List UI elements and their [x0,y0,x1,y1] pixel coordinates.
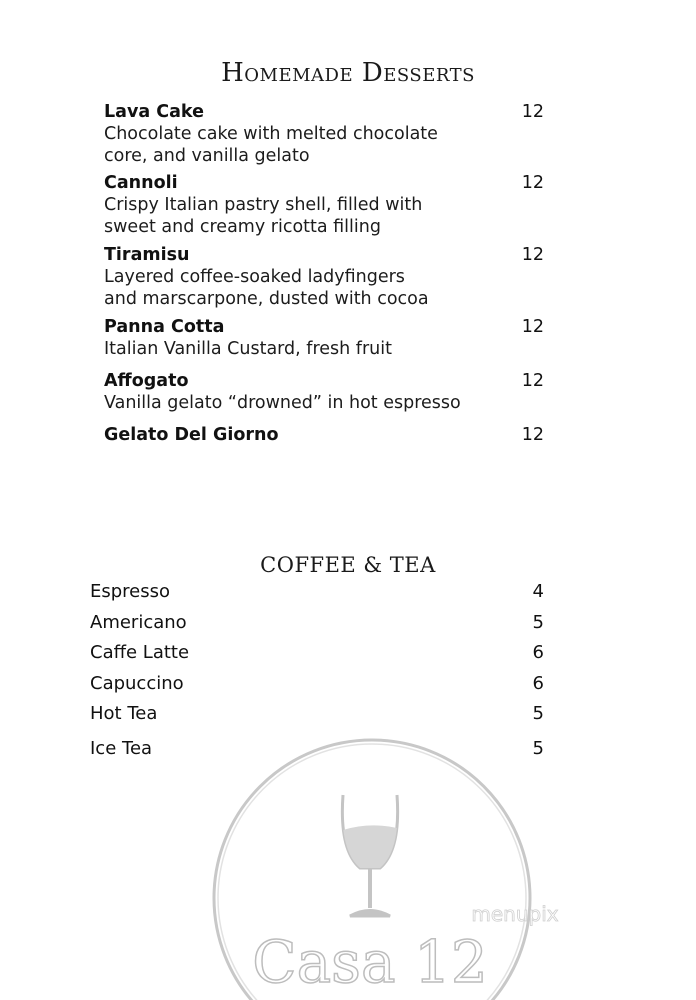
logo-ring [214,740,530,1000]
item-description: Layered coffee-soaked ladyfingers [104,267,405,287]
item-description: Italian Vanilla Custard, fresh fruit [104,339,392,359]
menu-item [90,670,545,701]
menu-item [104,101,546,172]
item-name: Americano [90,611,187,633]
item-description: Vanilla gelato “drowned” in hot espresso [104,393,461,413]
menu-item [90,639,545,670]
menu-item [104,172,546,244]
menu-item [90,578,545,609]
item-name: Gelato Del Giorno [104,425,279,445]
item-price: 12 [521,173,544,193]
item-price: 12 [521,102,544,122]
item-name: Capuccino [90,672,184,694]
menu-item [104,370,546,424]
item-name: Cannoli [104,173,178,193]
item-description: and marscarpone, dusted with cocoa [104,289,429,309]
item-name: Lava Cake [104,102,204,122]
item-price: 12 [521,371,544,391]
item-description: sweet and creamy ricotta filling [104,217,381,237]
item-name: Espresso [90,581,171,602]
item-price: 6 [532,642,544,663]
item-price: 5 [532,737,544,759]
item-price: 6 [532,672,544,694]
item-price: 12 [521,245,544,265]
item-price: 12 [521,317,544,337]
item-price: 4 [532,581,544,602]
wine-glass-icon [340,795,400,916]
item-description: Chocolate cake with melted chocolate [104,124,438,144]
item-price: 5 [532,703,544,724]
coffee-heading: COFFEE & TEA [260,553,436,577]
menupix-watermark: menupix [471,902,559,926]
item-name: Panna Cotta [104,317,225,337]
desserts-heading: Homemade Desserts [221,58,475,88]
item-price: 5 [532,611,544,633]
item-name: Hot Tea [90,703,158,724]
item-name: Affogato [104,371,189,391]
coffee-list [90,578,545,765]
menu-item [104,316,546,370]
dessert-list [104,101,546,450]
item-price: 12 [521,425,544,445]
item-name: Caffe Latte [90,642,190,663]
item-name: Ice Tea [90,737,153,759]
item-description: core, and vanilla gelato [104,146,310,166]
menu-item [90,609,545,640]
item-name: Tiramisu [104,245,190,265]
menu-item [104,424,546,450]
menu-item [90,700,545,731]
menu-item [104,244,546,316]
logo-text: Casa 12 [252,928,488,996]
item-description: Crispy Italian pastry shell, filled with [104,195,423,215]
menu-item [90,731,545,765]
